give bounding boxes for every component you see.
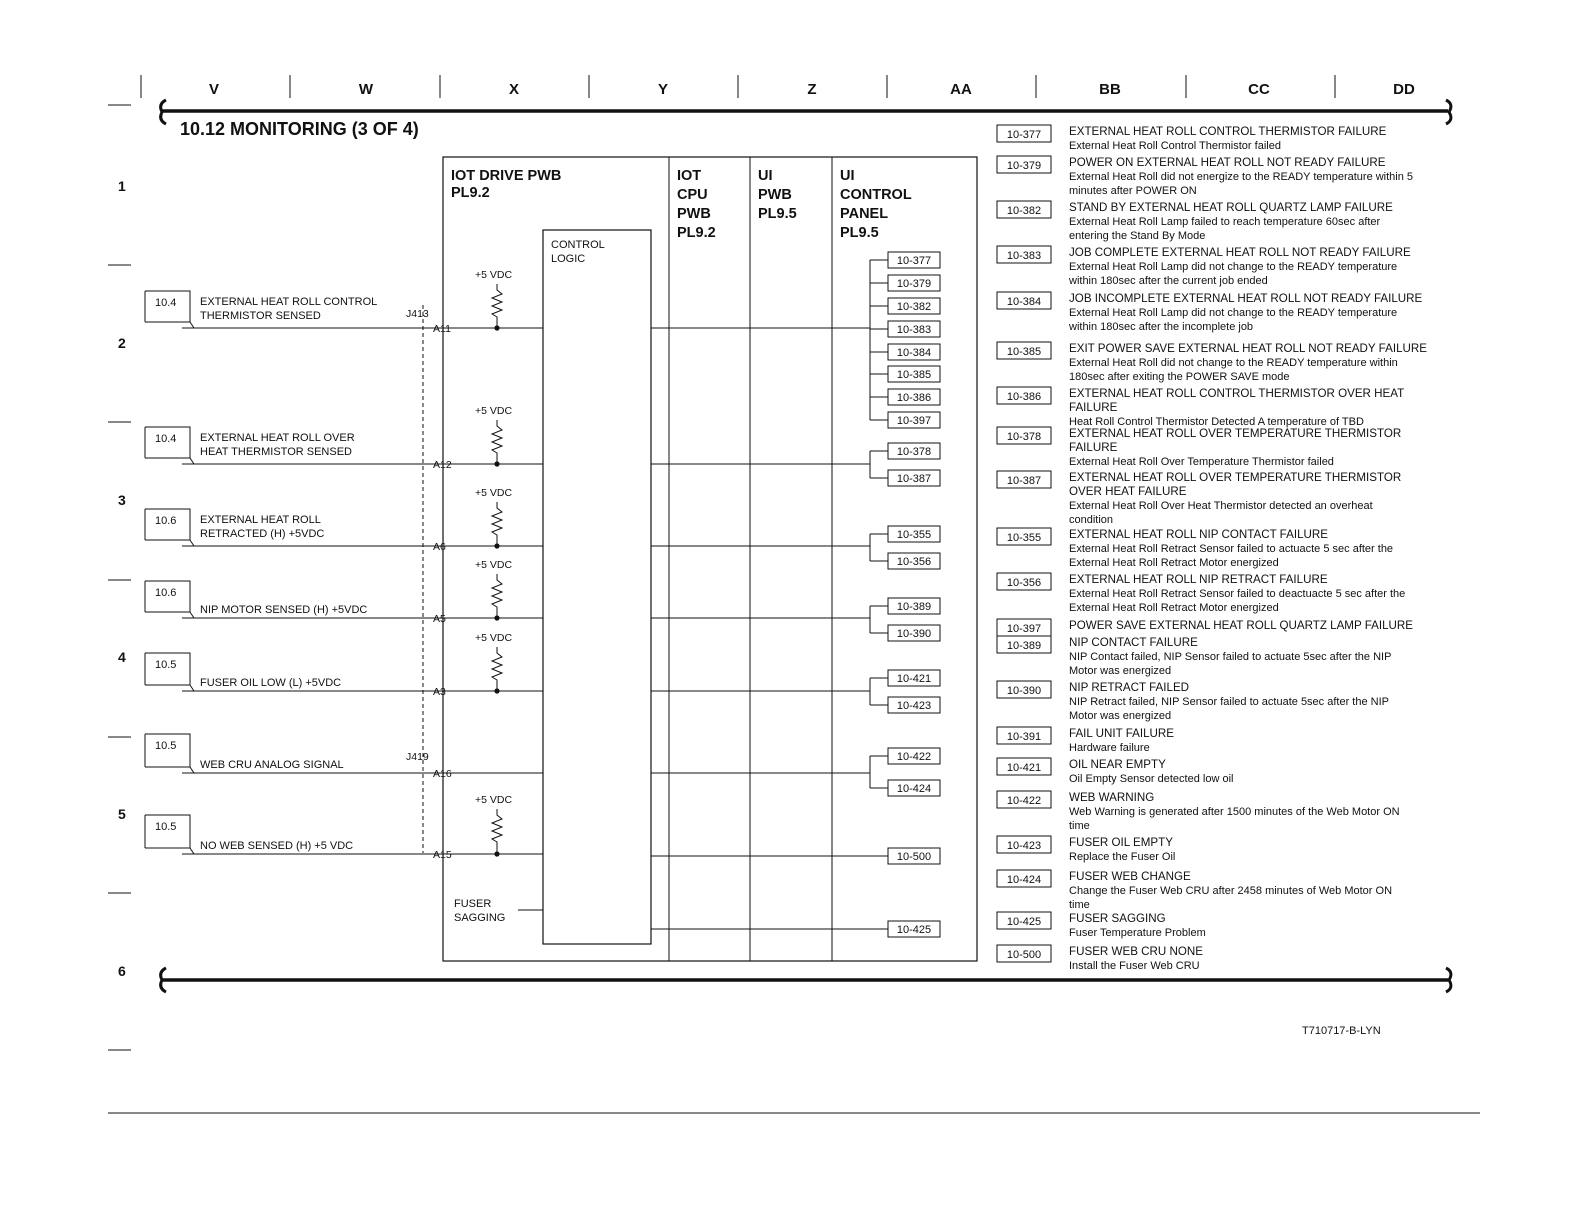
signal-name: NO WEB SENSED (H) +5 VDC	[200, 840, 354, 852]
fault-title: JOB COMPLETE EXTERNAL HEAT ROLL NOT READY FAILURE	[1069, 246, 1411, 259]
row-label-3: 3	[118, 492, 126, 508]
fault-code: 10-389	[1006, 640, 1042, 652]
fault-description: External Heat Roll did not energize to the READY temperature within 5	[1069, 171, 1414, 183]
fault-title: EXTERNAL HEAT ROLL CONTROL THERMISTOR OVER HEAT	[1069, 387, 1405, 400]
signal-name: EXTERNAL HEAT ROLL OVER	[200, 432, 355, 444]
pin-label: A5	[433, 613, 446, 625]
iot-cpu-pwb-label: PWB	[677, 206, 711, 222]
panel-fault-code: 10-383	[896, 324, 932, 336]
fault-description: within 180sec after the current job ended	[1069, 275, 1268, 287]
column-label-w: W	[358, 81, 374, 98]
pullup-voltage-label: +5 VDC	[475, 794, 513, 806]
fault-code: 10-500	[1006, 949, 1042, 961]
signal-name: EXTERNAL HEAT ROLL CONTROL	[200, 296, 378, 308]
fault-code: 10-386	[1006, 391, 1042, 403]
fault-description: External Heat Roll Retract Motor energized	[1069, 602, 1279, 614]
fault-description: within 180sec after the incomplete job	[1069, 321, 1254, 333]
fault-code: 10-421	[1006, 762, 1042, 774]
pullup-voltage-label: +5 VDC	[475, 632, 513, 644]
pullup-resistor	[492, 420, 502, 464]
panel-fault-code: 10-386	[896, 392, 932, 404]
panel-fault-code: 10-355	[896, 529, 932, 541]
fault-description: External Heat Roll Retract Motor energized	[1069, 557, 1279, 569]
fault-description: External Heat Roll Control Thermistor failed	[1069, 140, 1281, 152]
column-label-z: Z	[807, 81, 817, 98]
panel-fault-code: 10-422	[896, 751, 932, 763]
junction-dot	[494, 543, 499, 548]
panel-fault-code: 10-385	[896, 369, 932, 381]
fault-title: FUSER WEB CHANGE	[1069, 870, 1191, 883]
fault-title: POWER SAVE EXTERNAL HEAT ROLL QUARTZ LAMP FAILURE	[1069, 619, 1414, 632]
fault-code: 10-384	[1006, 296, 1042, 308]
signal-name: THERMISTOR SENSED	[200, 310, 321, 322]
fault-code: 10-385	[1006, 346, 1042, 358]
signal-name: NIP MOTOR SENSED (H) +5VDC	[200, 604, 368, 616]
signal-name: HEAT THERMISTOR SENSED	[200, 446, 352, 458]
fault-title: EXTERNAL HEAT ROLL NIP RETRACT FAILURE	[1069, 573, 1328, 586]
fault-description: Heat Roll Control Thermistor Detected A temperature of TBD	[1069, 416, 1364, 428]
fault-code: 10-382	[1006, 205, 1042, 217]
fault-title: FAILURE	[1069, 401, 1118, 414]
fault-title: POWER ON EXTERNAL HEAT ROLL NOT READY FAILURE	[1069, 156, 1386, 169]
fault-title: EXIT POWER SAVE EXTERNAL HEAT ROLL NOT READY FAILURE	[1069, 342, 1428, 355]
signal-reference: 10.6	[155, 587, 177, 599]
fault-description: minutes after POWER ON	[1069, 185, 1197, 197]
fault-title: NIP CONTACT FAILURE	[1069, 636, 1198, 649]
panel-fault-code: 10-425	[896, 924, 932, 936]
fault-description: 180sec after exiting the POWER SAVE mode	[1069, 371, 1290, 383]
column-label-aa: AA	[950, 81, 972, 98]
fault-title: FUSER OIL EMPTY	[1069, 836, 1173, 849]
pullup-voltage-label: +5 VDC	[475, 269, 513, 281]
signal-name: RETRACTED (H) +5VDC	[200, 528, 325, 540]
fault-description: Motor was energized	[1069, 710, 1172, 722]
pullup-resistor	[492, 284, 502, 328]
pullup-voltage-label: +5 VDC	[475, 405, 513, 417]
column-label-dd: DD	[1393, 81, 1415, 98]
fault-title: FAILURE	[1069, 441, 1118, 454]
ui-control-panel-label: UI	[840, 168, 855, 184]
panel-fault-code: 10-384	[896, 347, 932, 359]
fault-description: External Heat Roll Lamp failed to reach temperature 60sec after	[1069, 216, 1381, 228]
fault-title: OIL NEAR EMPTY	[1069, 758, 1166, 771]
fault-code: 10-387	[1006, 475, 1042, 487]
signal-name: EXTERNAL HEAT ROLL	[200, 514, 321, 526]
signal-name: WEB CRU ANALOG SIGNAL	[200, 759, 344, 771]
fault-title: STAND BY EXTERNAL HEAT ROLL QUARTZ LAMP FAILURE	[1069, 201, 1393, 214]
pullup-voltage-label: +5 VDC	[475, 487, 513, 499]
control-logic-label: LOGIC	[551, 253, 586, 265]
fault-title: FUSER SAGGING	[1069, 912, 1166, 925]
panel-fault-code: 10-378	[896, 446, 932, 458]
pullup-resistor	[492, 809, 502, 854]
fault-description: External Heat Roll Over Temperature Thermistor failed	[1069, 456, 1334, 468]
fuser-sagging-label: FUSER	[454, 898, 492, 910]
pullup-resistor	[492, 502, 502, 546]
fault-title: JOB INCOMPLETE EXTERNAL HEAT ROLL NOT READY FAILURE	[1069, 292, 1423, 305]
row-label-2: 2	[118, 335, 126, 351]
column-label-cc: CC	[1248, 81, 1270, 98]
panel-fault-code: 10-356	[896, 556, 932, 568]
control-logic-label: CONTROL	[551, 239, 605, 251]
fault-code: 10-423	[1006, 840, 1042, 852]
pullup-resistor	[492, 647, 502, 691]
panel-fault-code: 10-500	[896, 851, 932, 863]
panel-fault-code: 10-377	[896, 255, 932, 267]
pin-label: A12	[433, 459, 452, 471]
fault-description: Replace the Fuser Oil	[1069, 851, 1176, 863]
row-label-5: 5	[118, 806, 126, 822]
fault-code: 10-425	[1006, 916, 1042, 928]
row-label-1: 1	[118, 178, 126, 194]
pin-label: A6	[433, 541, 446, 553]
fault-title: FUSER WEB CRU NONE	[1069, 945, 1203, 958]
fault-description: External Heat Roll did not change to the READY temperature within	[1069, 357, 1398, 369]
junction-dot	[494, 615, 499, 620]
fault-description: Change the Fuser Web CRU after 2458 minutes of Web Motor ON	[1069, 885, 1393, 897]
fault-code: 10-355	[1006, 532, 1042, 544]
fault-title: WEB WARNING	[1069, 791, 1155, 804]
connector-j413-label: J413	[406, 308, 429, 320]
fault-code: 10-397	[1006, 623, 1042, 635]
pullup-resistor	[492, 574, 502, 618]
connector-j419-label: J419	[406, 751, 429, 763]
column-label-v: V	[208, 81, 220, 98]
fault-code: 10-390	[1006, 685, 1042, 697]
ui-control-panel-label: PL9.5	[840, 225, 879, 241]
fault-title: EXTERNAL HEAT ROLL CONTROL THERMISTOR FAILURE	[1069, 125, 1387, 138]
fault-title: FAIL UNIT FAILURE	[1069, 727, 1175, 740]
fault-description: Fuser Temperature Problem	[1069, 927, 1206, 939]
signal-reference: 10.5	[155, 740, 177, 752]
ui-control-panel-label: CONTROL	[840, 187, 912, 203]
signal-name: FUSER OIL LOW (L) +5VDC	[200, 677, 342, 689]
fault-description: NIP Retract failed, NIP Sensor failed to actuate 5sec after the NIP	[1069, 696, 1389, 708]
junction-dot	[494, 851, 499, 856]
signal-reference: 10.6	[155, 515, 177, 527]
fuser-sagging-label: SAGGING	[454, 912, 506, 924]
fault-description: External Heat Roll Retract Sensor failed to deactuacte 5 sec after the	[1069, 588, 1406, 600]
ui-control-panel-label: PANEL	[840, 206, 889, 222]
fault-description: External Heat Roll Lamp did not change to the READY temperature	[1069, 261, 1398, 273]
iot-drive-pwb-ref: PL9.2	[451, 185, 490, 201]
pin-label: A15	[433, 849, 452, 861]
fault-description: External Heat Roll Retract Sensor failed to actuacte 5 sec after the	[1069, 543, 1394, 555]
panel-fault-code: 10-389	[896, 601, 932, 613]
pin-label: A11	[433, 323, 451, 335]
signal-reference: 10.4	[155, 433, 177, 445]
fault-description: External Heat Roll Over Heat Thermistor detected an overheat	[1069, 500, 1373, 512]
fault-description: Motor was energized	[1069, 665, 1172, 677]
fault-code: 10-383	[1006, 250, 1042, 262]
panel-fault-code: 10-421	[896, 673, 932, 685]
fault-description: time	[1069, 820, 1090, 832]
panel-fault-code: 10-423	[896, 700, 932, 712]
pin-label: A3	[433, 686, 446, 698]
junction-dot	[494, 688, 499, 693]
panel-fault-code: 10-382	[896, 301, 932, 313]
signal-reference: 10.5	[155, 821, 177, 833]
fault-title: EXTERNAL HEAT ROLL OVER TEMPERATURE THERMISTOR	[1069, 471, 1402, 484]
junction-dot	[494, 461, 499, 466]
fault-description: time	[1069, 899, 1090, 911]
fault-description: Web Warning is generated after 1500 minutes of the Web Motor ON	[1069, 806, 1400, 818]
panel-fault-code: 10-390	[896, 628, 932, 640]
ui-pwb-label: UI	[758, 168, 773, 184]
row-label-4: 4	[118, 649, 126, 665]
fault-code: 10-378	[1006, 431, 1042, 443]
ui-pwb-label: PL9.5	[758, 206, 797, 222]
row-label-6: 6	[118, 963, 126, 979]
fault-title: OVER HEAT FAILURE	[1069, 485, 1187, 498]
signal-reference: 10.4	[155, 297, 177, 309]
control-logic-block	[543, 230, 651, 944]
pullup-voltage-label: +5 VDC	[475, 559, 513, 571]
fault-description: entering the Stand By Mode	[1069, 230, 1206, 242]
column-label-y: Y	[657, 81, 669, 98]
page-title: 10.12 MONITORING (3 OF 4)	[180, 119, 419, 139]
iot-cpu-pwb-label: IOT	[677, 168, 702, 184]
fault-title: EXTERNAL HEAT ROLL OVER TEMPERATURE THERMISTOR	[1069, 427, 1402, 440]
panel-fault-code: 10-379	[896, 278, 932, 290]
fault-description: External Heat Roll Lamp did not change to the READY temperature	[1069, 307, 1398, 319]
iot-drive-pwb-title: IOT DRIVE PWB	[451, 168, 562, 184]
column-label-bb: BB	[1099, 81, 1121, 98]
fault-description: NIP Contact failed, NIP Sensor failed to actuate 5sec after the NIP	[1069, 651, 1392, 663]
ui-pwb-label: PWB	[758, 187, 792, 203]
fault-description: condition	[1069, 514, 1114, 526]
drawing-number: T710717-B-LYN	[1302, 1025, 1381, 1037]
panel-fault-code: 10-387	[896, 473, 932, 485]
signal-reference: 10.5	[155, 659, 177, 671]
fault-code: 10-422	[1006, 795, 1042, 807]
iot-cpu-pwb-label: PL9.2	[677, 225, 716, 241]
fault-title: EXTERNAL HEAT ROLL NIP CONTACT FAILURE	[1069, 528, 1328, 541]
fault-code: 10-356	[1006, 577, 1042, 589]
fault-code: 10-377	[1006, 129, 1042, 141]
column-label-x: X	[508, 81, 520, 98]
junction-dot	[494, 325, 499, 330]
iot-cpu-pwb-label: CPU	[677, 187, 708, 203]
fault-code: 10-379	[1006, 160, 1042, 172]
fault-title: NIP RETRACT FAILED	[1069, 681, 1190, 694]
panel-fault-code: 10-397	[896, 415, 932, 427]
fault-code: 10-424	[1006, 874, 1042, 886]
pin-label: A16	[433, 768, 452, 780]
fault-description: Oil Empty Sensor detected low oil	[1069, 773, 1234, 785]
fault-description: Hardware failure	[1069, 742, 1150, 754]
fault-code: 10-391	[1006, 731, 1042, 743]
fault-description: Install the Fuser Web CRU	[1069, 960, 1200, 972]
panel-fault-code: 10-424	[896, 783, 932, 795]
